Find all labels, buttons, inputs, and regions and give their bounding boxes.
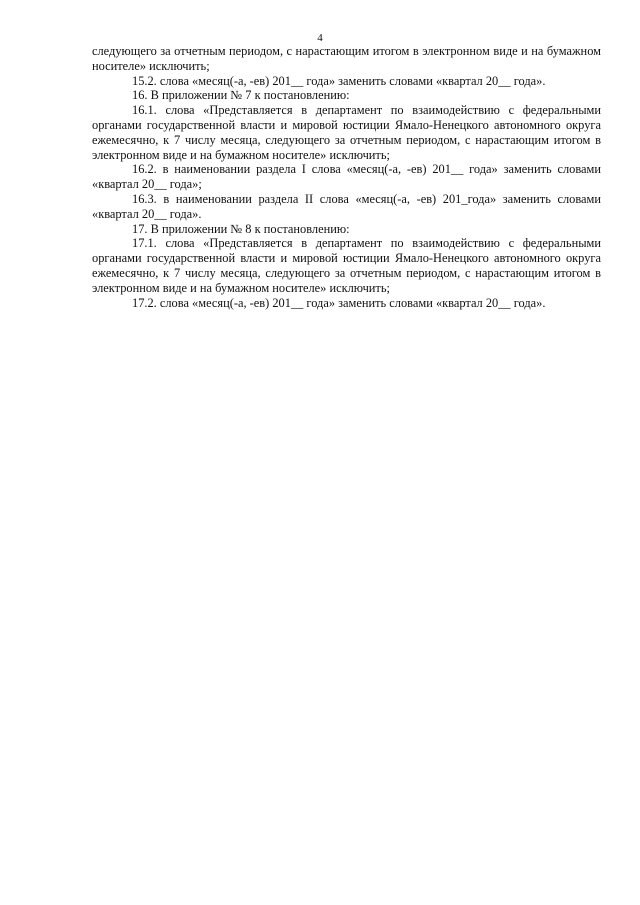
document-body [92,44,601,310]
paragraph-16-3: 16.3. в наименовании раздела II слова «месяц(-а, -ев) 201_года» заменить словами «квартал 20__ года». [92,191,601,221]
paragraph-16-1: 16.1. слова «Представляется в департамент по взаимодействию с федеральными органами государственной власти и мировой юстиции Ямало-Ненецкого автономного округа ежемесячно, к 7 числу месяца, следующего за отчетным периодом, с нарастающим итогом в электронном виде и на бумажном носителе» исключить; [92,103,601,162]
paragraph-17: 17. В приложении № 8 к постановлению: [132,221,350,236]
paragraph-continuation: следующего за отчетным периодом, с нарастающим итогом в электронном виде и на бумажном носителе» исключить; [92,44,601,73]
paragraph-16: 16. В приложении № 7 к постановлению: [132,88,350,103]
paragraph-17-2: 17.2. слова «месяц(-а, -ев) 201__ года» заменить словами «квартал 20__ года». [132,295,546,310]
paragraph-15-2: 15.2. слова «месяц(-а, -ев) 201__ года» заменить словами «квартал 20__ года». [132,73,546,88]
page-number: 4 [317,32,323,44]
paragraph-16-2: 16.2. в наименовании раздела I слова «месяц(-а, -ев) 201__ года» заменить словами «квартал 20__ года»; [92,162,601,192]
paragraph-17-1: 17.1. слова «Представляется в департамент по взаимодействию с федеральными органами государственной власти и мировой юстиции Ямало-Ненецкого автономного округа ежемесячно, к 7 числу месяца, следующего за отчетным периодом, с нарастающим итогом в электронном виде и на бумажном носителе» исключить; [92,236,601,295]
